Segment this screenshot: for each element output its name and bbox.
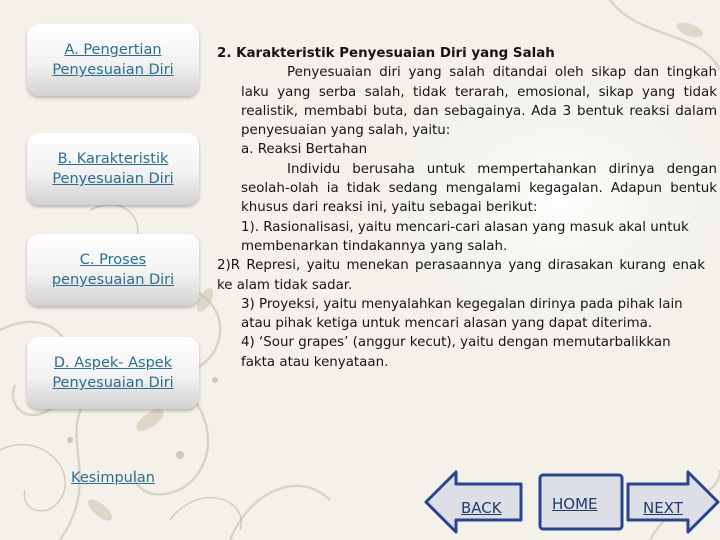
menu-karakteristik-label: B. Karakteristik Penyesuaian Diri [52,151,174,187]
content-body [215,44,717,372]
menu-aspek-button[interactable] [27,337,199,409]
list-item-rasionalisasi: 1). Rasionalisasi, yaitu mencari-cari alasan yang masuk akal untuk membenarkan tindakannya yang salah. [241,219,689,254]
section-title: 2. Karakteristik Penyesuaian Diri yang Salah [217,46,555,61]
paragraph-reaksi-bertahan: Individu berusaha untuk mempertahankan dirinya dengan seolah-olah ia tidak sedang mengalami kegagalan. Adapun bentuk khusus dari reaksi ini, yaitu sebagai berikut: [241,161,717,216]
back-button[interactable]: BACK [461,499,502,517]
next-button[interactable]: NEXT [643,499,683,517]
list-item-represi: 2)R Represi, yaitu menekan perasaannya yang dirasakan kurang enak ke alam tidak sadar. [217,258,705,293]
menu-proses-button[interactable] [27,234,199,306]
paragraph-intro: Penyesuaian diri yang salah ditandai oleh sikap dan tingkah laku yang serba salah, tidak terarah, emosional, sikap yang tidak realistik, membabi buta, dan sebagainya. Ada 3 bentuk reaksi dalam penyesuaian yang salah, yaitu: [241,65,717,139]
menu-karakteristik-button[interactable] [27,133,199,205]
home-button[interactable]: HOME [552,495,598,513]
menu-kesimpulan-button[interactable] [27,442,199,514]
menu-pengertian-button[interactable] [27,24,199,96]
list-item-sour-grapes: 4) ‘Sour grapes’ (anggur kecut), yaitu dengan memutarbalikkan fakta atau kenyataan. [241,335,671,370]
subheading-reaksi-bertahan: a. Reaksi Bertahan [241,142,368,158]
list-item-proyeksi: 3) Proyeksi, yaitu menyalahkan kegegalan dirinya pada pihak lain atau pihak ketiga untuk mencari alasan yang dapat diterima. [241,296,683,332]
menu-proses-label: C. Proses penyesuaian Diri [51,252,175,288]
menu-pengertian-label: A. Pengertian Penyesuaian Diri [52,42,174,78]
menu-aspek-label: D. Aspek- Aspek Penyesuaian Diri [52,355,174,391]
menu-kesimpulan-label: Kesimpulan [71,470,155,486]
